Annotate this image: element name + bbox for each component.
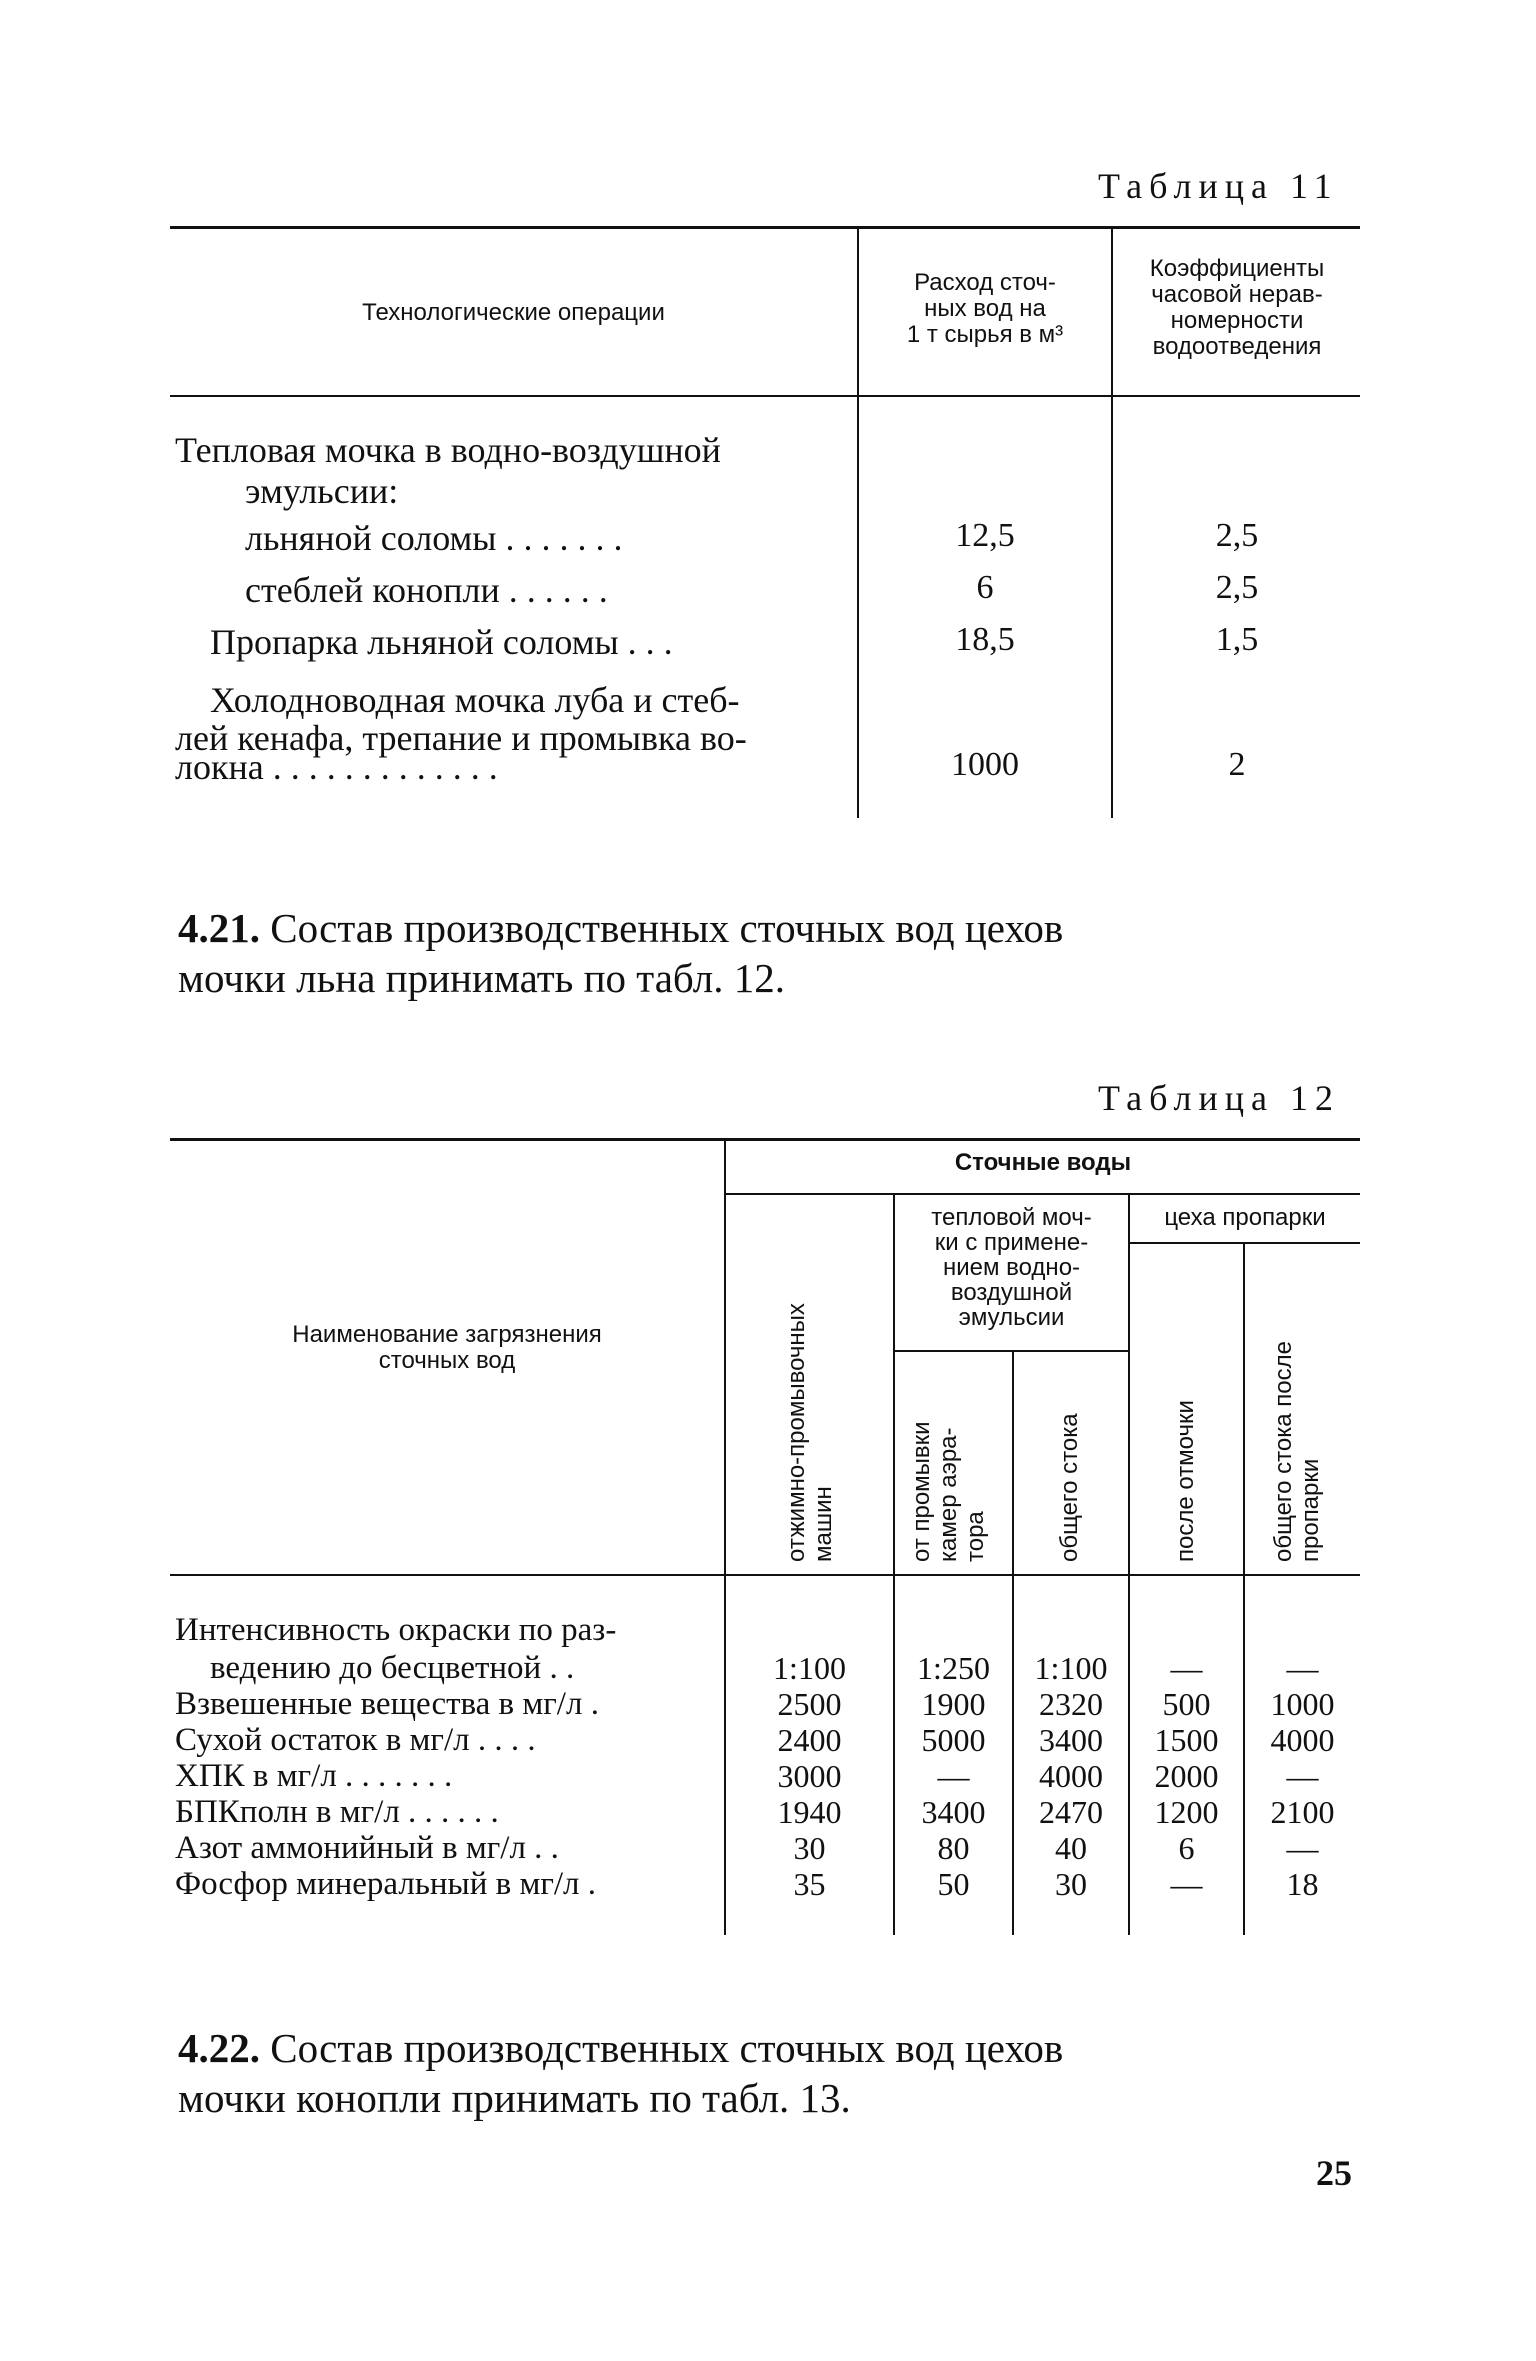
paragraph-number: 4.21. [178, 905, 260, 951]
header-col2-line: от промывки [908, 1421, 935, 1562]
table-12-cell: 80 [937, 1830, 970, 1866]
table-11-header-rule [170, 395, 1360, 397]
table-11-coef-value: 1,5 [1215, 621, 1259, 658]
header-col1-line: отжимно-промывочных [783, 1303, 810, 1562]
header-col5-line: общего стока после [1270, 1341, 1297, 1562]
table-12-steam-rule [1130, 1242, 1360, 1244]
table-11-row-label: стеблей конопли . . . . . . [245, 570, 608, 610]
table-12-cell: 2100 [1270, 1794, 1335, 1830]
table-11-flow-value: 18,5 [955, 621, 1015, 658]
header-thermal-line: ки с примене- [934, 1229, 1089, 1256]
table-12-header-thermal [895, 1205, 1128, 1330]
table-12-cell: 1000 [1270, 1686, 1335, 1722]
table-12-cell: — [937, 1758, 970, 1794]
header-col2-line: тора [962, 1511, 989, 1562]
table-12-row-label: ХПК в мг/л . . . . . . . [175, 1758, 453, 1794]
table-12-cell: 50 [937, 1866, 970, 1902]
header-coef-line: водоотведения [1152, 333, 1322, 360]
table-12-cell: 35 [793, 1866, 826, 1902]
table-12-cell: 2500 [777, 1686, 842, 1722]
header-name-line: Наименование загрязнения [292, 1321, 602, 1348]
paragraph-number: 4.22. [178, 2025, 260, 2071]
header-thermal-line: воздушной [950, 1279, 1073, 1306]
table-11-row-label: Пропарка льняной соломы . . . [210, 622, 673, 662]
table-11-header-coef [1114, 256, 1360, 360]
paragraph-text: мочки конопли принимать по табл. 13. [178, 2075, 851, 2121]
table-11-row-label: Тепловая мочка в водно-воздушной [175, 430, 721, 470]
table-12-header-col3: общего стока [1056, 1413, 1083, 1562]
header-coef-line: часовой нерав- [1151, 281, 1323, 308]
page-number: 25 [1316, 2153, 1352, 2193]
table-12-cell: — [1286, 1830, 1319, 1866]
table-12-cell: 1:100 [773, 1650, 846, 1686]
table-12-cell: 3000 [777, 1758, 842, 1794]
table-11-col-divider-1 [857, 228, 859, 818]
paragraph-text: мочки льна принимать по табл. 12. [178, 955, 785, 1001]
table-11-flow-value: 12,5 [955, 517, 1015, 554]
table-12-cell: 30 [793, 1830, 826, 1866]
table-12-cell: 1940 [777, 1794, 842, 1830]
table-12-cell: 2400 [777, 1722, 842, 1758]
table-11-row-label: локна . . . . . . . . . . . . . [175, 747, 498, 787]
table-11-caption: Таблица 11 [1098, 166, 1339, 206]
table-11-row-label: Холодноводная мочка луба и стеб- [210, 680, 740, 720]
table-12-caption: Таблица 12 [1098, 1078, 1340, 1118]
table-11-header-flow [862, 270, 1108, 348]
header-thermal-line: нием водно- [942, 1254, 1081, 1281]
table-11-coef-value: 2,5 [1215, 517, 1259, 554]
paragraph-4-21 [178, 903, 1358, 1003]
table-12-header-rule [170, 1574, 1360, 1576]
table-11-coef-value: 2,5 [1215, 569, 1259, 606]
table-12-cell: 2470 [1039, 1794, 1103, 1830]
table-12-cell: 1:250 [917, 1650, 990, 1686]
table-12-row-label: Фосфор минеральный в мг/л . [175, 1866, 597, 1902]
table-12-cell: 3400 [1039, 1722, 1103, 1758]
table-12-header-col5 [1270, 1341, 1324, 1562]
header-coef-line: Коэффициенты [1149, 255, 1325, 282]
table-12-header-col2 [908, 1421, 989, 1562]
header-col1-line: машин [810, 1486, 837, 1562]
table-12-cell: 4000 [1039, 1758, 1103, 1794]
table-12-cell: 2000 [1154, 1758, 1219, 1794]
table-12-thermal-rule [895, 1350, 1128, 1352]
header-flow-line: Расход сточ- [914, 269, 1056, 296]
paragraph-text: Состав производственных сточных вод цехов [270, 905, 1064, 951]
table-11-col-divider-2 [1111, 228, 1113, 818]
paragraph-text: Состав производственных сточных вод цехов [270, 2025, 1064, 2071]
header-flow-line: 1 т сырья в м³ [906, 321, 1064, 348]
table-11-row-label: эмульсии: [245, 471, 399, 511]
table-11-header-operations: Технологические операции [362, 299, 665, 326]
table-12-header-steam: цеха пропарки [1164, 1204, 1326, 1231]
header-col2-line: камер аэра- [935, 1427, 962, 1562]
header-name-line: сточных вод [378, 1347, 516, 1374]
table-12-cell: 1900 [921, 1686, 986, 1722]
table-12-cell: 1200 [1154, 1794, 1219, 1830]
table-12-cell: 500 [1162, 1686, 1211, 1722]
table-12-row-label: Интенсивность окраски по раз- [175, 1612, 617, 1648]
table-12-cell: 3400 [921, 1794, 986, 1830]
table-11-row-label: льняной соломы . . . . . . . [245, 518, 623, 558]
table-11-coef-value: 2 [1228, 746, 1246, 783]
table-12-header-col4: после отмочки [1172, 1400, 1199, 1562]
table-12-cell: 6 [1178, 1830, 1195, 1866]
table-11-top-rule [170, 226, 1360, 229]
header-thermal-line: эмульсии [958, 1304, 1065, 1331]
table-12-header-wastewater: Сточные воды [954, 1149, 1132, 1176]
header-coef-line: номерности [1170, 307, 1304, 334]
table-12-cell: 1500 [1154, 1722, 1219, 1758]
table-12-wastewater-rule [726, 1193, 1360, 1195]
table-12-cell: 30 [1055, 1866, 1087, 1902]
table-12-cell: — [1286, 1650, 1319, 1686]
table-12-header-col1 [783, 1303, 837, 1562]
table-12-cell: — [1170, 1866, 1203, 1902]
header-col5-line: пропарки [1297, 1458, 1324, 1562]
table-12-cell: — [1286, 1758, 1319, 1794]
header-flow-line: ных вод на [924, 295, 1046, 322]
table-12-cell: — [1170, 1650, 1203, 1686]
table-12-cell: 18 [1286, 1866, 1319, 1902]
table-12-row-label: Азот аммонийный в мг/л . . [175, 1830, 559, 1866]
table-12-row-label: Сухой остаток в мг/л . . . . [175, 1722, 536, 1758]
table-12-row-label: БПКполн в мг/л . . . . . . [175, 1794, 499, 1830]
table-12-cell: 40 [1055, 1830, 1087, 1866]
table-12-cell: 1:100 [1034, 1650, 1108, 1686]
table-12-row-label: ведению до бесцветной . . [210, 1650, 575, 1686]
header-thermal-line: тепловой моч- [931, 1204, 1092, 1231]
table-12-cell: 4000 [1270, 1722, 1335, 1758]
table-11-flow-value: 1000 [951, 746, 1019, 783]
table-11-flow-value: 6 [976, 569, 994, 606]
table-12-header-name [170, 1322, 724, 1374]
table-12-cell: 2320 [1039, 1686, 1103, 1722]
paragraph-4-22 [178, 2023, 1358, 2123]
table-12-top-rule [170, 1138, 1360, 1141]
table-12-row-label: Взвешенные вещества в мг/л . [175, 1686, 599, 1722]
table-12-cell: 5000 [921, 1722, 986, 1758]
table-11-row-label: лей кенафа, трепание и промывка во- [175, 718, 747, 758]
